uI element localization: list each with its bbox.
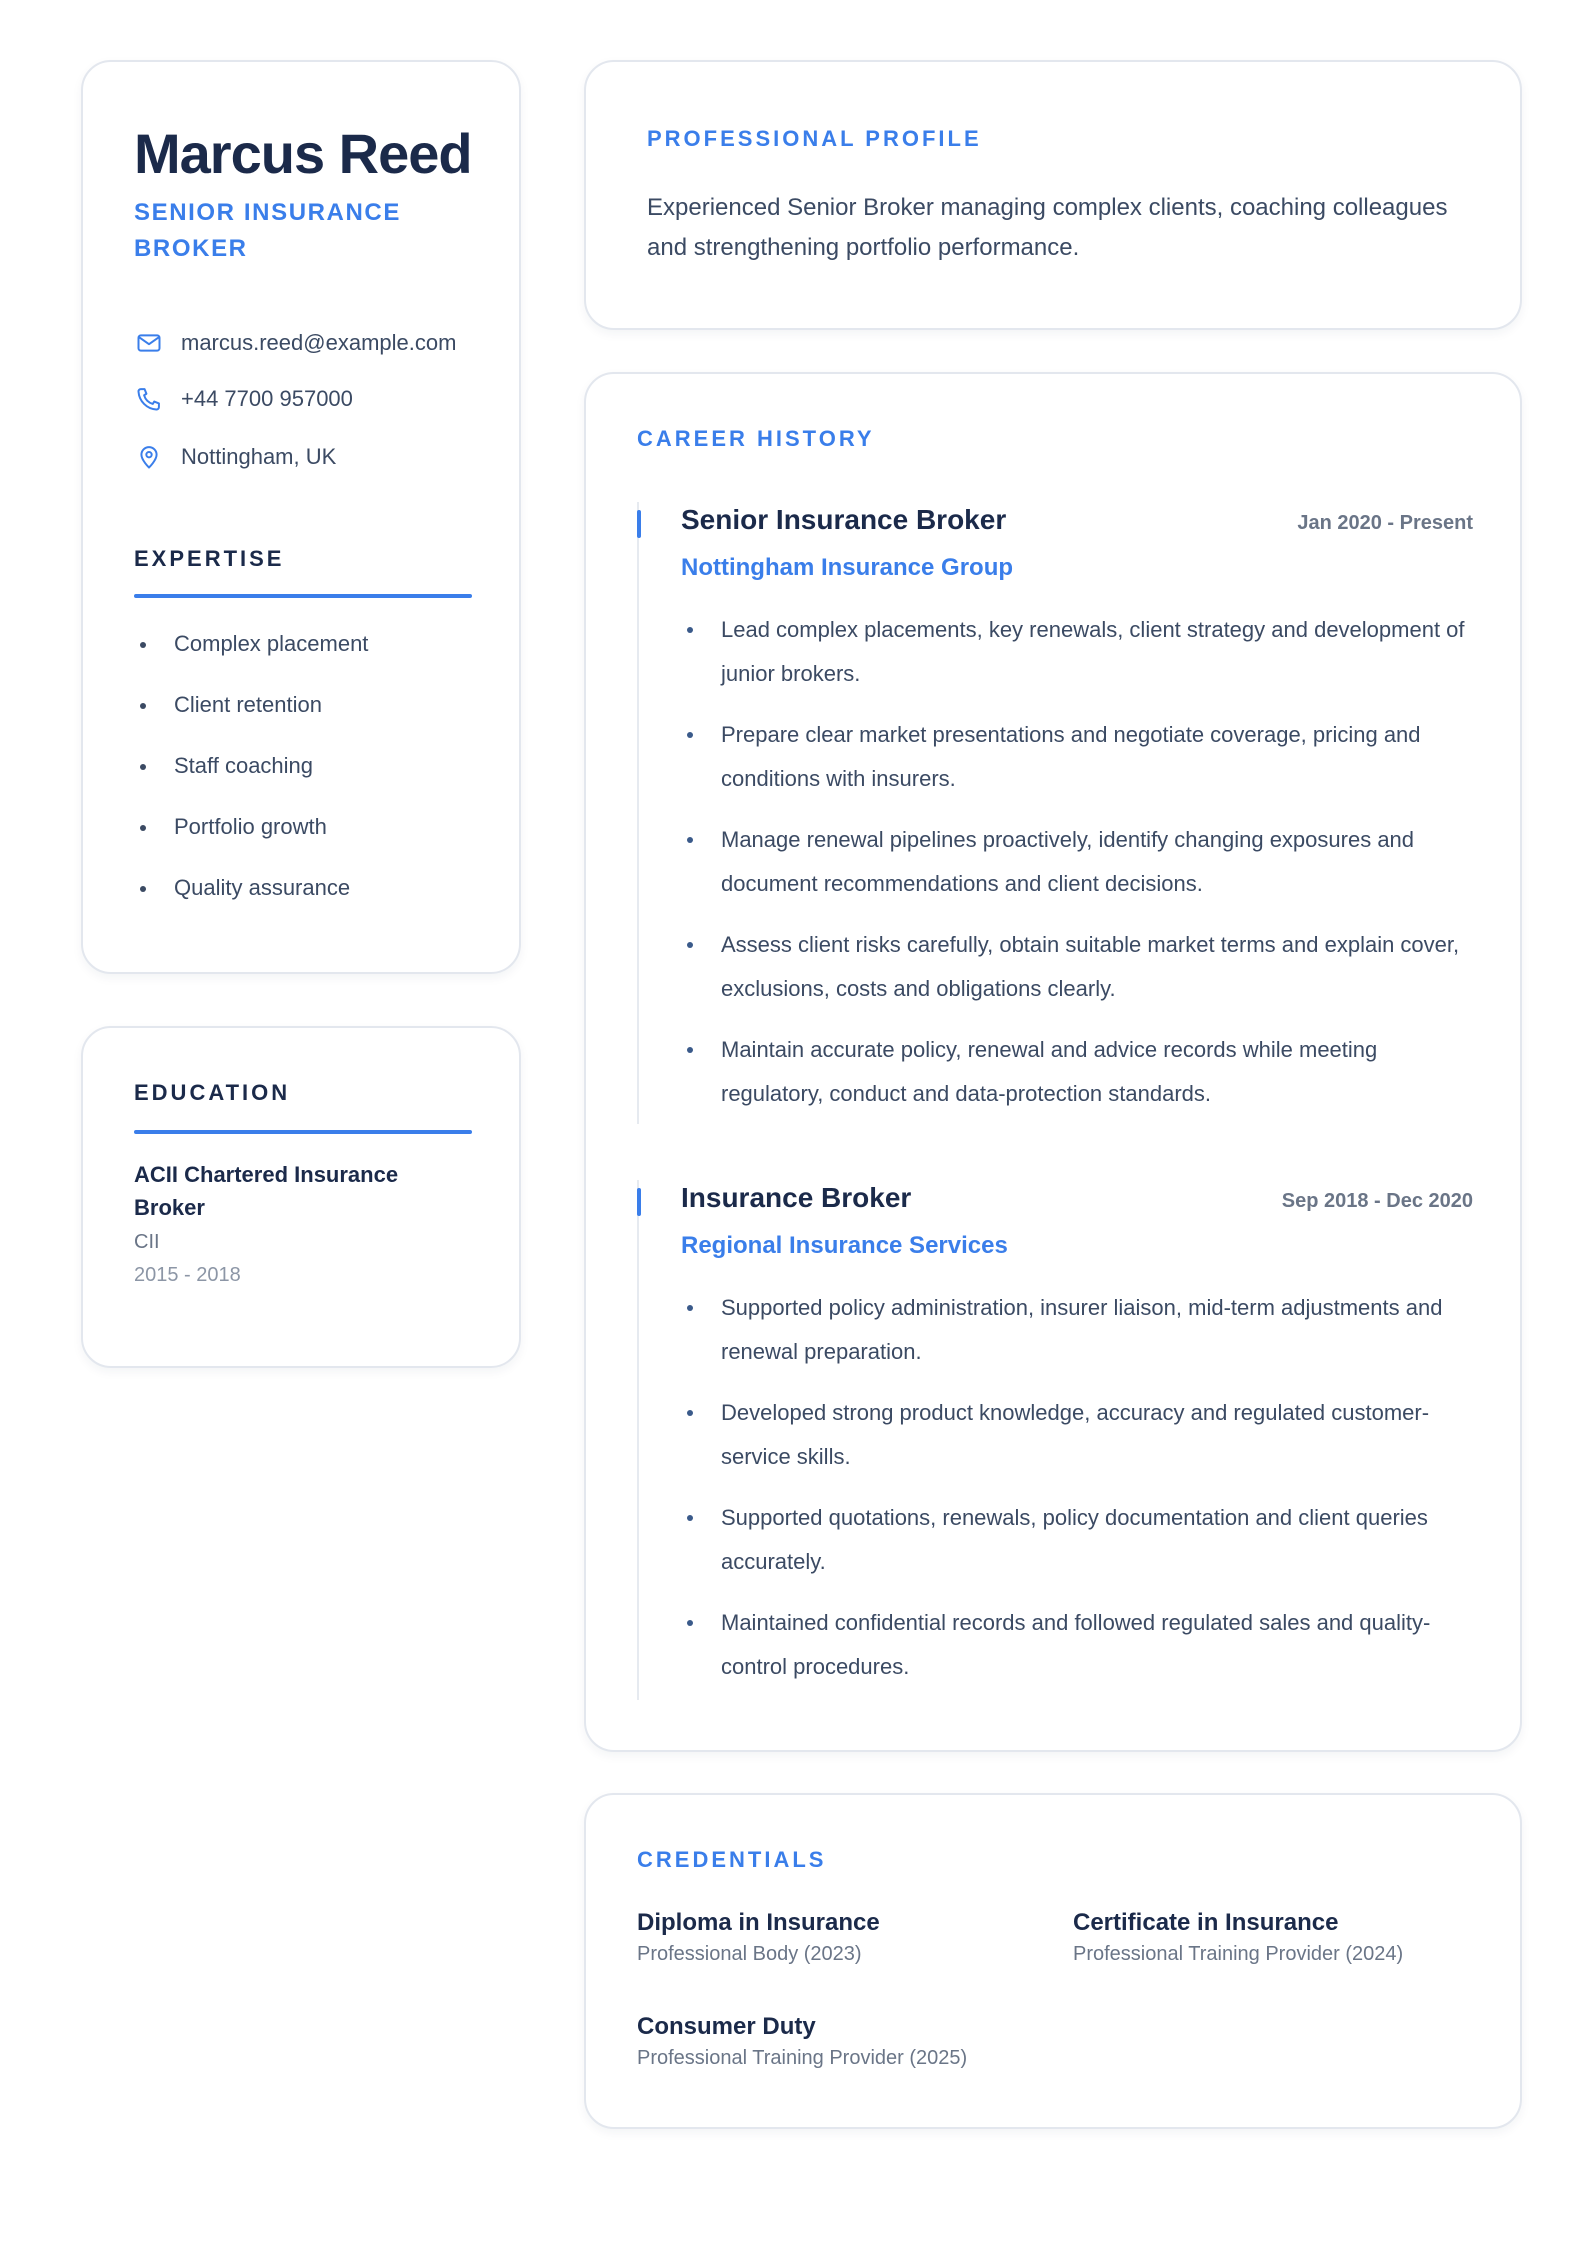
job-title: Insurance Broker: [681, 1182, 912, 1213]
job-company: Regional Insurance Services: [681, 1232, 1008, 1259]
expertise-item-label: Portfolio growth: [174, 814, 327, 839]
career-heading: CAREER HISTORY: [637, 426, 875, 451]
bullet-icon: [687, 837, 693, 843]
credential-title: Certificate in Insurance: [1073, 1909, 1339, 1936]
education-card: [81, 1026, 521, 1368]
person-name: Marcus Reed: [134, 122, 472, 185]
expertise-item-label: Client retention: [174, 692, 322, 717]
list-item: [681, 1496, 1471, 1584]
list-item: [681, 923, 1471, 1011]
education-divider: [134, 1130, 472, 1134]
list-item: [681, 713, 1471, 801]
contact-location: [134, 442, 336, 472]
list-item: [681, 1028, 1471, 1116]
bullet-icon: [687, 1410, 693, 1416]
expertise-item-label: Quality assurance: [174, 875, 351, 900]
contact-phone[interactable]: [134, 384, 353, 414]
credential-item: [637, 2011, 1037, 2070]
expertise-divider: [134, 594, 472, 598]
bullet-icon: [687, 1305, 693, 1311]
credential-item: [637, 1907, 1037, 1966]
contact-location-text: Nottingham, UK: [181, 444, 337, 469]
bullet-text: Assess client risks carefully, obtain suitable market terms and explain cover, exclusions, costs and obligations clearly.: [721, 932, 1460, 1001]
job-dates: Sep 2018 - Dec 2020: [1281, 1190, 1473, 1212]
bullet-icon: [687, 1515, 693, 1521]
job-entry: [637, 502, 1473, 1124]
bullet-text: Maintained confidential records and followed regulated sales and quality-control procedures.: [721, 1610, 1431, 1679]
bullet-icon: [687, 1047, 693, 1053]
bullet-icon: [687, 627, 693, 633]
education-title: ACII Chartered Insurance Broker: [134, 1162, 399, 1220]
bullet-icon: [687, 732, 693, 738]
credentials-card: [584, 1793, 1522, 2129]
education-years: 2015 - 2018: [134, 1264, 241, 1286]
bullet-text: Maintain accurate policy, renewal and advice records while meeting regulatory, conduct and data-protection standards.: [721, 1037, 1378, 1106]
bullet-icon: [140, 764, 146, 770]
education-heading: EDUCATION: [134, 1080, 291, 1105]
credential-title: Diploma in Insurance: [637, 1909, 880, 1936]
bullet-text: Lead complex placements, key renewals, client strategy and development of junior brokers.: [721, 617, 1465, 686]
profile-heading: PROFESSIONAL PROFILE: [647, 126, 982, 151]
map-pin-icon: [134, 442, 164, 472]
timeline-marker: [637, 510, 641, 538]
identity-card: [81, 60, 521, 974]
mail-icon: [134, 328, 164, 358]
list-item: [134, 624, 368, 685]
timeline-line: [637, 1180, 639, 1700]
bullet-text: Developed strong product knowledge, accuracy and regulated customer-service skills.: [721, 1400, 1430, 1469]
bullet-icon: [687, 1620, 693, 1626]
bullet-icon: [140, 642, 146, 648]
career-card: [584, 372, 1522, 1752]
education-institution: CII: [134, 1231, 160, 1253]
timeline-marker: [637, 1188, 641, 1216]
credential-item: [1073, 1907, 1473, 1966]
list-item: [681, 1601, 1471, 1689]
timeline-line: [637, 502, 639, 1124]
profile-summary: Experienced Senior Broker managing complex clients, coaching colleagues and strengthening portfolio performance.: [647, 194, 1448, 261]
list-item: [134, 746, 368, 807]
person-role: SENIOR INSURANCE BROKER: [134, 199, 401, 262]
bullet-text: Manage renewal pipelines proactively, identify changing exposures and document recommendations and client decisions.: [721, 827, 1415, 896]
expertise-item-label: Staff coaching: [174, 753, 314, 778]
expertise-list: [134, 624, 368, 929]
credential-provider: Professional Training Provider (2025): [637, 2047, 968, 2069]
bullet-text: Supported policy administration, insurer liaison, mid-term adjustments and renewal preparation.: [721, 1295, 1443, 1364]
credential-provider: Professional Body (2023): [637, 1943, 862, 1965]
list-item: [681, 1286, 1471, 1374]
job-dates: Jan 2020 - Present: [1297, 512, 1473, 534]
expertise-item-label: Complex placement: [174, 631, 369, 656]
contact-email[interactable]: [134, 328, 456, 358]
job-company: Nottingham Insurance Group: [681, 554, 1014, 581]
bullet-icon: [140, 703, 146, 709]
list-item: [681, 1391, 1471, 1479]
list-item: [681, 818, 1471, 906]
list-item: [134, 807, 368, 868]
bullet-icon: [140, 825, 146, 831]
credential-provider: Professional Training Provider (2024): [1073, 1943, 1404, 1965]
expertise-heading: EXPERTISE: [134, 546, 285, 571]
credential-title: Consumer Duty: [637, 2013, 816, 2040]
credentials-heading: CREDENTIALS: [637, 1847, 827, 1872]
job-entry: [637, 1180, 1473, 1700]
list-item: [134, 868, 368, 929]
job-bullets: [681, 1286, 1471, 1706]
bullet-text: Supported quotations, renewals, policy documentation and client queries accurately.: [721, 1505, 1428, 1574]
bullet-icon: [687, 942, 693, 948]
bullet-icon: [140, 886, 146, 892]
contact-phone-text: +44 7700 957000: [181, 386, 353, 411]
bullet-text: Prepare clear market presentations and negotiate coverage, pricing and conditions with insurers.: [721, 722, 1421, 791]
list-item: [681, 608, 1471, 696]
job-bullets: [681, 608, 1471, 1133]
job-title: Senior Insurance Broker: [681, 504, 1007, 535]
contact-email-text: marcus.reed@example.com: [181, 330, 457, 355]
profile-card: [584, 60, 1522, 330]
phone-icon: [134, 384, 164, 414]
list-item: [134, 685, 368, 746]
